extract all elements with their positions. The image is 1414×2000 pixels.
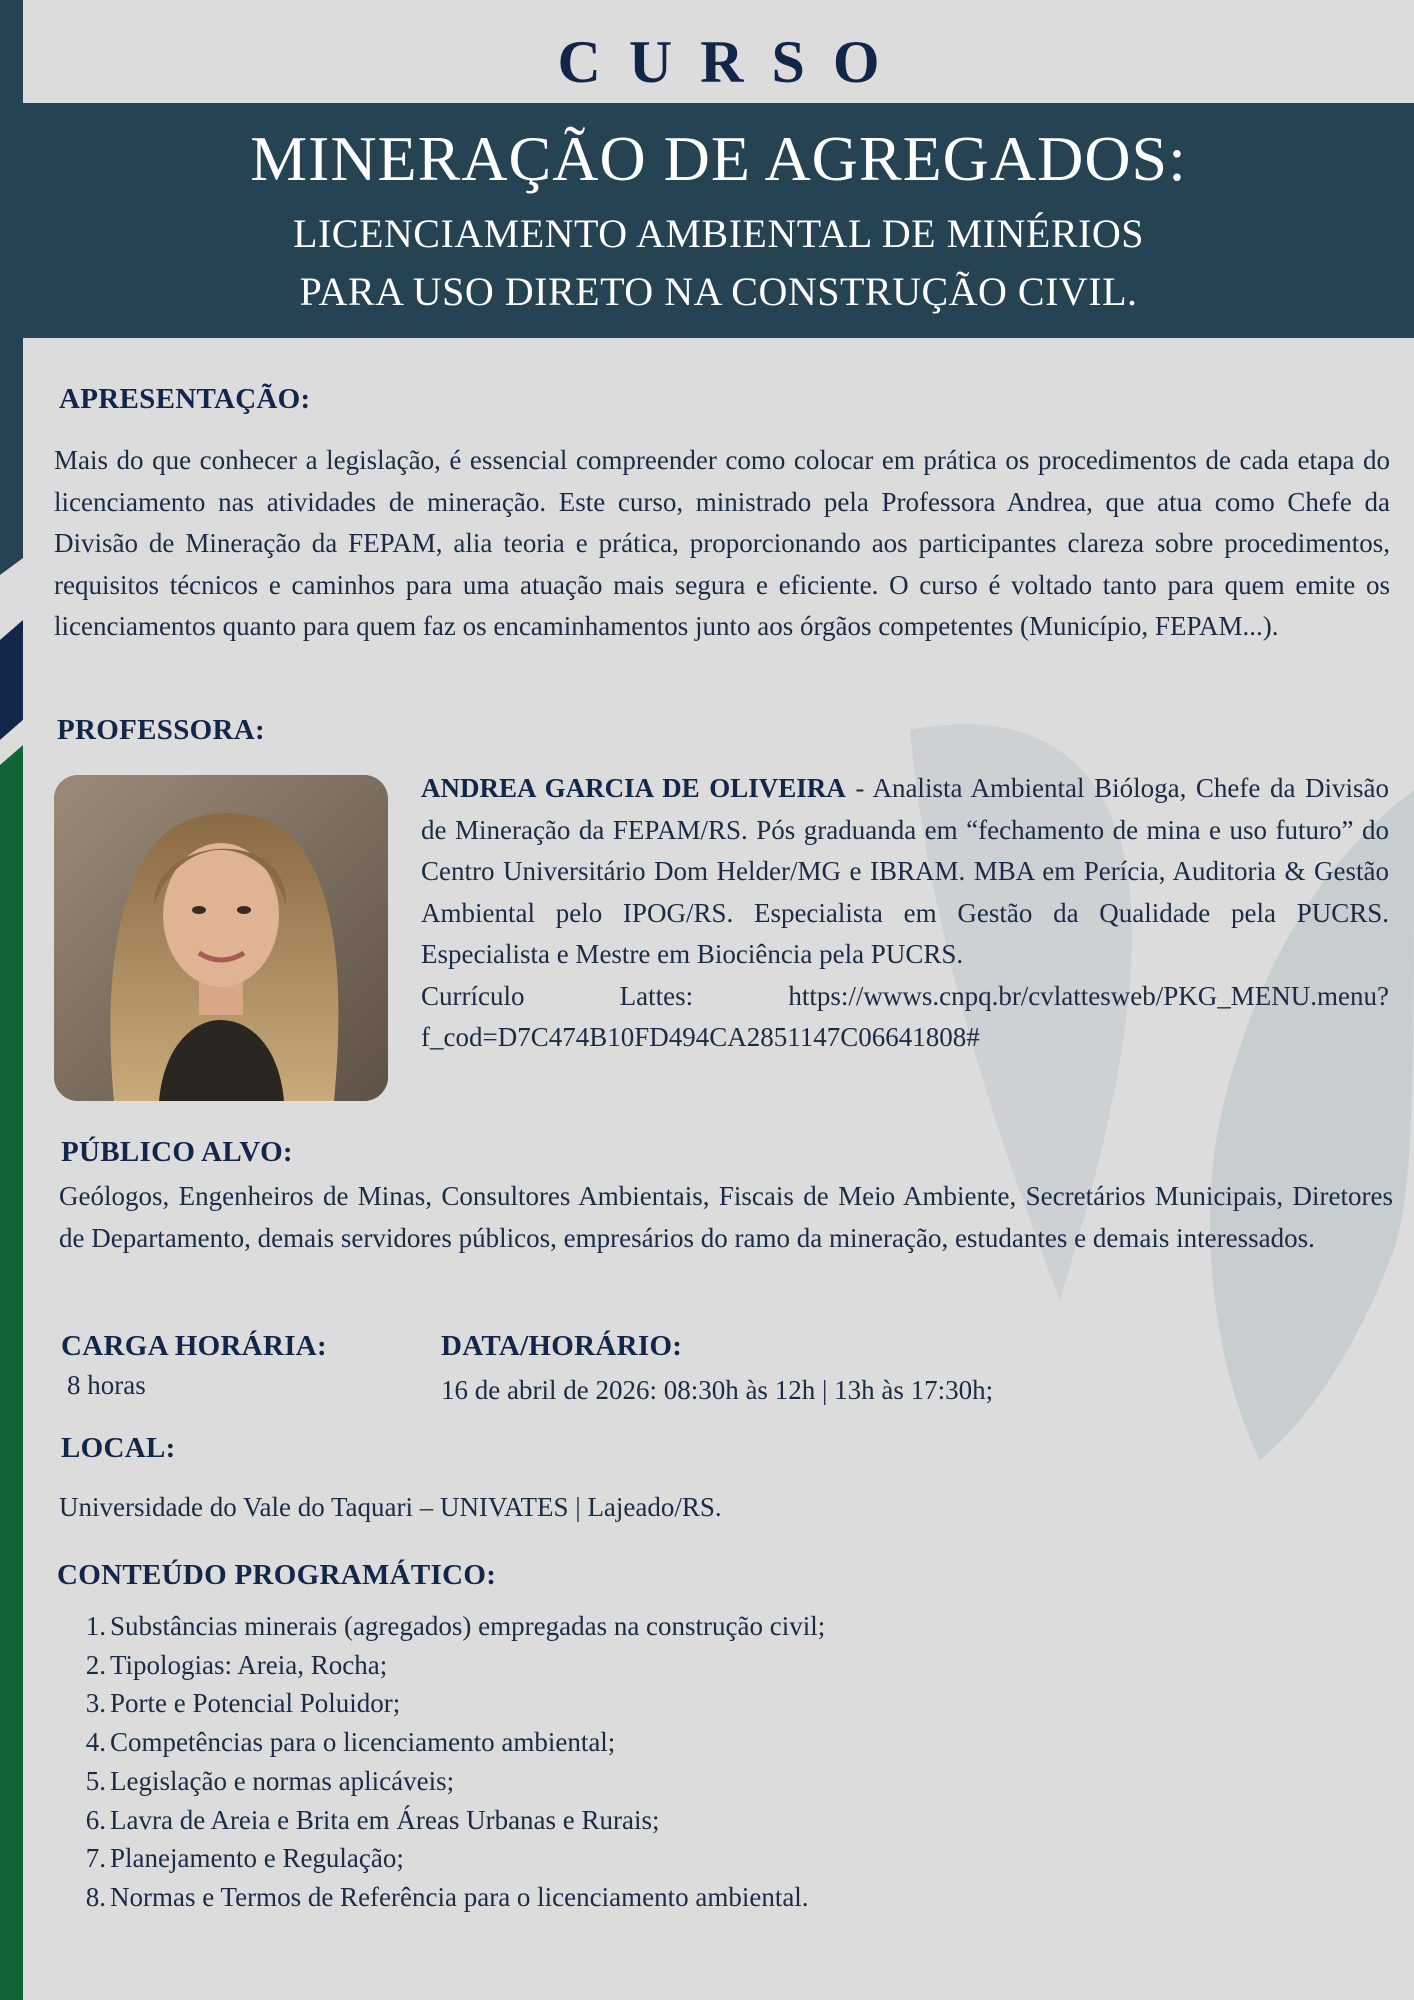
professor-name: ANDREA GARCIA DE OLIVEIRA: [421, 773, 846, 803]
list-item: 3. Porte e Potencial Poluidor;: [85, 1688, 401, 1719]
lattes-row: [421, 976, 1389, 1018]
professor-bio: [421, 768, 1389, 1059]
carga-heading: CARGA HORÁRIA:: [61, 1330, 328, 1362]
course-subtitle-line2: PARA USO DIRETO NA CONSTRUÇÃO CIVIL.: [299, 269, 1138, 314]
title-banner: [23, 103, 1414, 338]
list-item: 1. Substâncias minerais (agregados) empregadas na construção civil;: [85, 1611, 826, 1641]
course-title: MINERAÇÃO DE AGREGADOS:: [250, 123, 1187, 194]
local-value: Universidade do Vale do Taquari – UNIVATES | Lajeado/RS.: [59, 1492, 722, 1522]
professor-bio-text: - Analista Ambiental Bióloga, Chefe da Divisão de Mineração da FEPAM/RS. Pós graduanda em “fechamento de mina e uso futuro” do Centro Universitário Dom Helder/MG e IBRAM. MBA em Perícia, Auditoria & Gestão Ambiental pelo IPOG/RS. Especialista em Gestão da Qualidade pela PUCRS. Especialista e Mestre em Biociência pela PUCRS.: [421, 773, 1389, 969]
publico-text: Geólogos, Engenheiros de Minas, Consultores Ambientais, Fiscais de Meio Ambiente, Secretários Municipais, Diretores de Departamento, demais servidores públicos, empresários do ramo da mineração, estudantes e demais interessados.: [59, 1181, 1393, 1253]
list-item: 6. Lavra de Areia e Brita em Áreas Urbanas e Rurais;: [85, 1804, 660, 1835]
apresentacao-heading: APRESENTAÇÃO:: [59, 383, 311, 415]
lattes-link-part2[interactable]: f_cod=D7C474B10FD494CA2851147C06641808#: [421, 1022, 980, 1052]
professor-photo: [54, 775, 388, 1101]
local-heading: LOCAL:: [61, 1432, 176, 1464]
professora-heading: PROFESSORA:: [57, 714, 265, 746]
list-item: 7. Planejamento e Regulação;: [85, 1843, 404, 1874]
carga-value: 8 horas: [67, 1370, 146, 1400]
lattes-label: Currículo: [421, 980, 525, 1011]
list-item: 2. Tipologias: Areia, Rocha;: [85, 1649, 388, 1680]
conteudo-list: [78, 1607, 825, 1917]
course-label: CURSO: [557, 29, 908, 95]
data-heading: DATA/HORÁRIO:: [441, 1330, 683, 1362]
list-item: 5. Legislação e normas aplicáveis;: [85, 1765, 455, 1796]
publico-heading: PÚBLICO ALVO:: [61, 1136, 293, 1168]
lattes-label-2: Lattes:: [619, 980, 694, 1011]
list-item: 8. Normas e Termos de Referência para o licenciamento ambiental.: [85, 1881, 809, 1912]
conteudo-heading: CONTEÚDO PROGRAMÁTICO:: [57, 1559, 497, 1591]
course-subtitle-line1: LICENCIAMENTO AMBIENTAL DE MINÉRIOS: [293, 211, 1144, 256]
list-item: 4. Competências para o licenciamento ambiental;: [85, 1727, 616, 1758]
data-value: 16 de abril de 2026: 08:30h às 12h | 13h às 17:30h;: [441, 1375, 994, 1405]
apresentacao-text: Mais do que conhecer a legislação, é essencial compreender como colocar em prática os procedimentos de cada etapa do licenciamento nas atividades de mineração. Este curso, ministrado pela Professora Andrea, que atua como Chefe da Divisão de Mineração da FEPAM, alia teoria e prática, proporcionando aos participantes clareza sobre procedimentos, requisitos técnicos e caminhos para uma atuação mais segura e eficiente. O curso é voltado tanto para quem emite os licenciamentos quanto para quem faz os encaminhamentos junto aos órgãos competentes (Município, FEPAM...).: [54, 445, 1390, 641]
lattes-link-part1[interactable]: https://wwws.cnpq.br/cvlattesweb/PKG_MENU.menu?: [788, 980, 1389, 1011]
left-edge-stripe: [0, 0, 23, 2000]
